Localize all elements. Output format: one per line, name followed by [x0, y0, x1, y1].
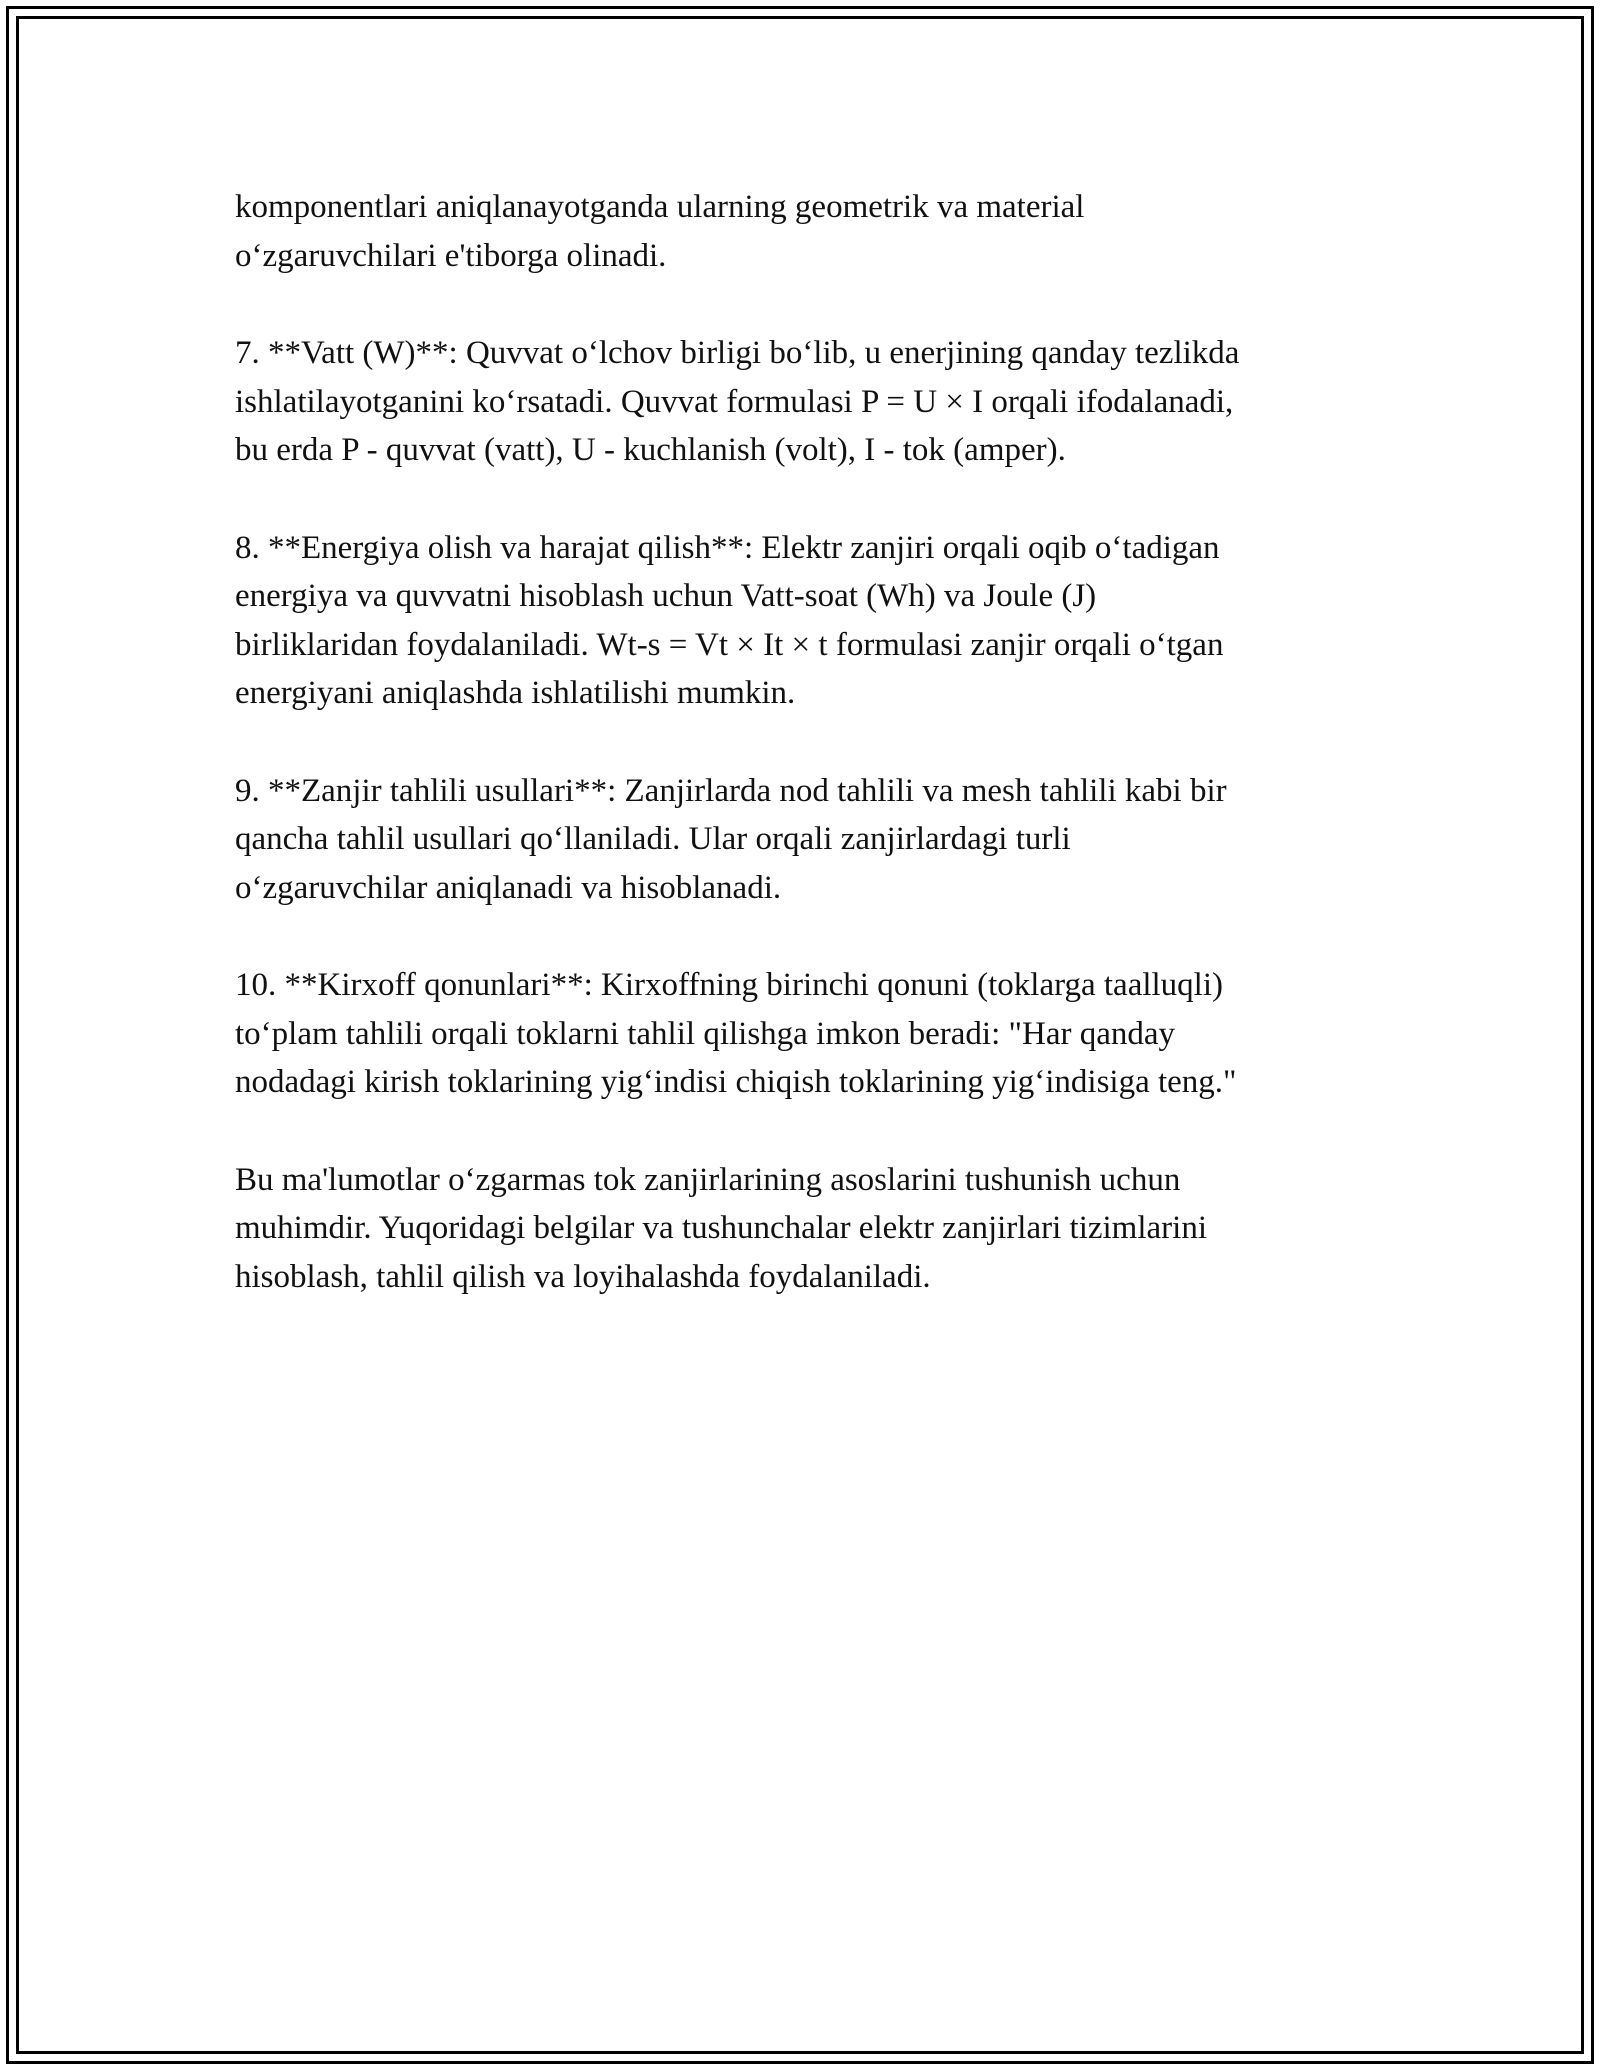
paragraph-item-8-energy	[235, 524, 1375, 718]
paragraph-item-9-circuit-analysis	[235, 767, 1375, 913]
text-line: o‘zgaruvchilar aniqlanadi va hisoblanadi.	[235, 869, 782, 906]
text-line: komponentlari aniqlanayotganda ularning geometrik va material	[235, 189, 1085, 225]
text-line: bu erda P - quvvat (vatt), U - kuchlanish (volt), I - tok (amper).	[235, 432, 1066, 468]
text-line: hisoblash, tahlil qilish va loyihalashda foydalaniladi.	[235, 1258, 931, 1295]
text-line: qancha tahlil usullari qo‘llaniladi. Ular orqali zanjirlardagi turli	[235, 821, 1071, 857]
text-line: 7. **Vatt (W)**: Quvvat o‘lchov birligi bo‘lib, u enerjining qanday tezlikda	[235, 335, 1240, 371]
text-line: ishlatilayotganini ko‘rsatadi. Quvvat formulasi P = U × I orqali ifodalanadi,	[235, 383, 1234, 420]
text-line: energiyani aniqlashda ishlatilishi mumkin.	[235, 675, 796, 711]
paragraph-item-10-kirchhoff	[235, 961, 1375, 1107]
text-line: o‘zgaruvchilari e'tiborga olinadi.	[235, 237, 667, 274]
paragraph-conclusion	[235, 1156, 1375, 1302]
text-line: nodadagi kirish toklarining yig‘indisi chiqish toklarining yig‘indisiga teng."	[235, 1064, 1237, 1100]
text-line: to‘plam tahlili orqali toklarni tahlil qilishga imkon beradi: "Har qanday	[235, 1015, 1176, 1052]
text-line: energiya va quvvatni hisoblash uchun Vatt-soat (Wh) va Joule (J)	[235, 578, 1097, 614]
text-line: birliklaridan foydalaniladi. Wt-s = Vt × It × t formulasi zanjir orqali o‘tgan	[235, 626, 1224, 663]
paragraph-item-7-watt	[235, 329, 1375, 475]
text-line: muhimdir. Yuqoridagi belgilar va tushunchalar elektr zanjirlari tizimlarini	[235, 1210, 1207, 1246]
document-body	[235, 183, 1375, 1301]
text-line: 9. **Zanjir tahlili usullari**: Zanjirlarda nod tahlili va mesh tahlili kabi bir	[235, 772, 1227, 809]
text-line: Bu ma'lumotlar o‘zgarmas tok zanjirlarining asoslarini tushunish uchun	[235, 1161, 1181, 1198]
paragraph-continuation	[235, 183, 1375, 280]
text-line: 8. **Energiya olish va harajat qilish**: Elektr zanjiri orqali oqib o‘tadigan	[235, 529, 1220, 566]
text-line: 10. **Kirxoff qonunlari**: Kirxoffning birinchi qonuni (toklarga taalluqli)	[235, 967, 1224, 1003]
